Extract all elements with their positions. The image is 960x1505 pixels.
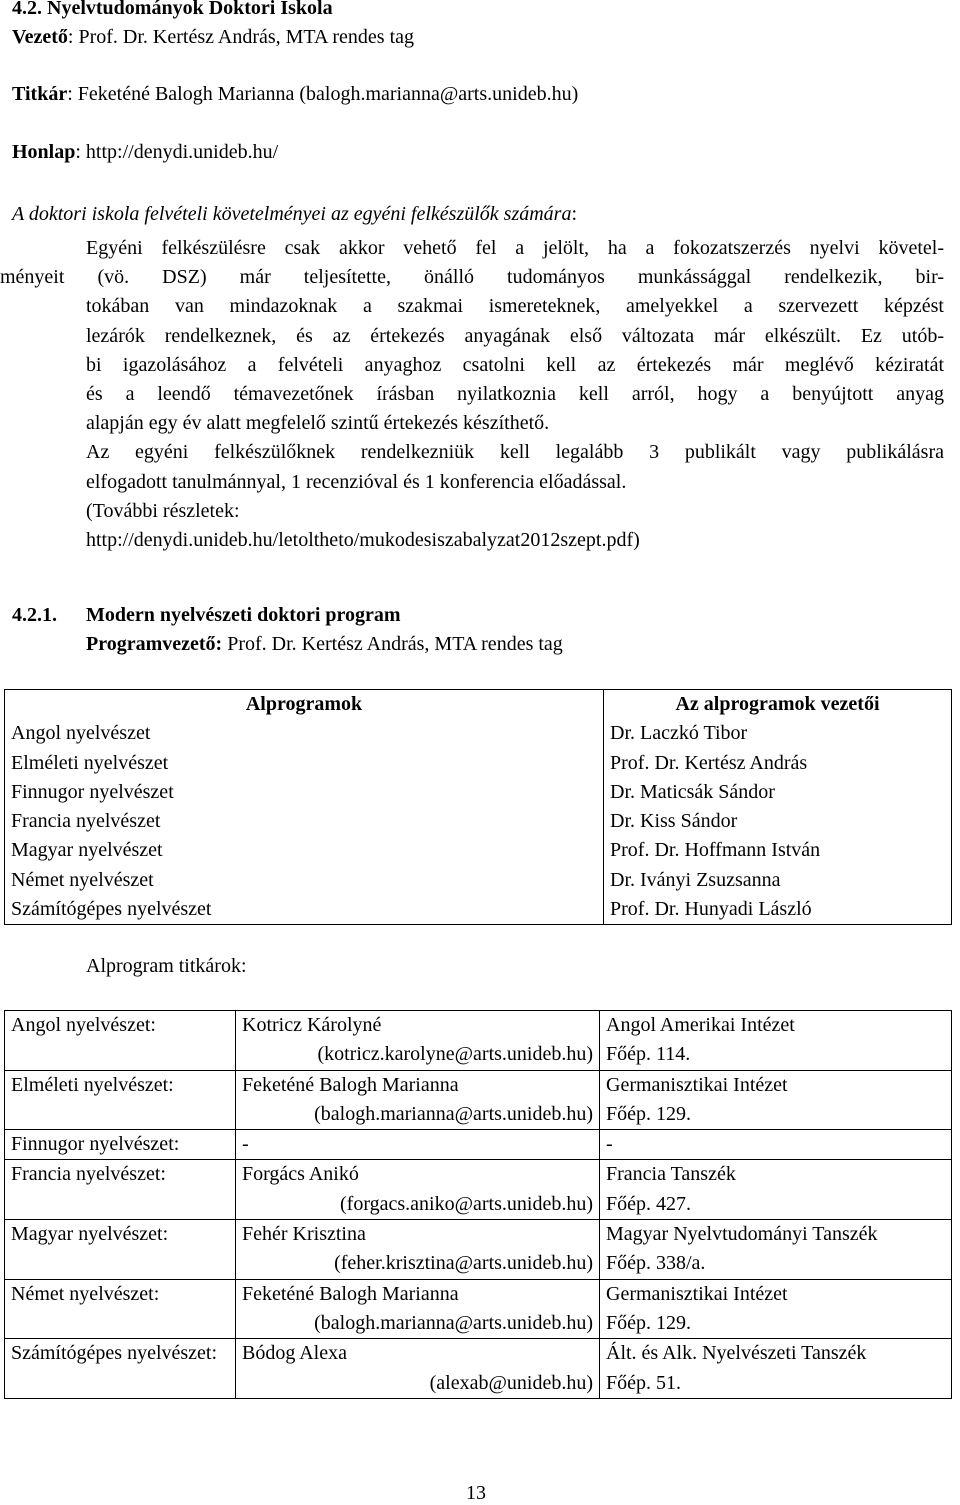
- requirements-heading-text: A doktori iskola felvételi követelményei az egyéni felkészülők számára: [12, 203, 572, 225]
- subprogram-leader: Dr. Laczkó Tibor: [610, 722, 748, 745]
- table-row: [5, 1130, 952, 1160]
- secretary-email: (balogh.marianna@arts.unideb.hu): [314, 1311, 593, 1334]
- subprogram-leader: Dr. Maticsák Sándor: [610, 780, 775, 803]
- unit-name: Germanisztikai Intézet: [606, 1282, 788, 1305]
- secretary-unit: [600, 1220, 952, 1280]
- requirements-link: http://denydi.unideb.hu/letoltheto/mukodesiszabalyzat2012szept.pdf): [86, 529, 640, 552]
- secretary-unit: [600, 1160, 952, 1220]
- secretary-unit: [600, 1279, 952, 1339]
- secretary-name: Fehér Krisztina: [242, 1223, 366, 1246]
- subprogram-name: Elméleti nyelvészet: [5, 749, 604, 778]
- table-row: [5, 1070, 952, 1130]
- secretary-name: Feketéné Balogh Marianna: [242, 1073, 459, 1096]
- requirements-heading-colon: :: [571, 203, 578, 225]
- requirements-line: tokában van mindazoknak a szakmai ismereteknek, amelyekkel a szervezett képzést: [86, 295, 944, 318]
- secretary-name: Feketéné Balogh Marianna: [242, 1282, 459, 1305]
- secretary-program: Elméleti nyelvészet:: [5, 1070, 236, 1130]
- secretary-program: Számítógépes nyelvészet:: [5, 1339, 236, 1399]
- secretary-contact: [236, 1220, 600, 1280]
- secretary-unit: [600, 1011, 952, 1071]
- secretary-name: -: [242, 1133, 249, 1156]
- unit-name: Angol Amerikai Intézet: [606, 1014, 795, 1036]
- secretary-label: Titkár: [12, 83, 68, 105]
- requirements-line: lezárók rendelkeznek, és az értekezés anyagának első változata már elkészült. Ez utób-: [86, 324, 944, 347]
- subprograms-table: [4, 689, 952, 925]
- requirements-body: [0, 234, 944, 555]
- subprogram-leader: Dr. Iványi Zsuzsanna: [610, 868, 781, 891]
- table-row: [5, 1279, 952, 1339]
- table-row: [5, 719, 952, 748]
- requirements-line: bi igazolásához a felvételi anyaghoz csatolni kell az értekezés már meglévő kéziratát: [86, 353, 944, 376]
- subprogram-name: Angol nyelvészet: [5, 719, 604, 748]
- homepage-line: [12, 141, 278, 164]
- table-row: [5, 1011, 952, 1071]
- secretaries-table: [4, 1010, 952, 1399]
- requirements-line: ményeit (vö. DSZ) már teljesítette, önálló tudományos munkássággal rendelkezik, bir-: [0, 266, 944, 289]
- secretary-email: (forgacs.aniko@arts.unideb.hu): [340, 1192, 593, 1215]
- unit-room: Főép. 338/a.: [606, 1252, 706, 1275]
- table-row: [5, 866, 952, 895]
- leaders-header: Az alprogramok vezetői: [675, 693, 880, 715]
- requirements-heading: [12, 203, 577, 226]
- unit-room: Főép. 114.: [606, 1043, 691, 1066]
- requirements-line: Egyéni felkészülésre csak akkor vehető fel a jelölt, ha a fokozatszerzés nyelvi követel-: [86, 237, 944, 259]
- secretary-contact: [236, 1160, 600, 1220]
- program-leader-line: [86, 633, 563, 656]
- secretary-email: (feher.krisztina@arts.unideb.hu): [334, 1252, 593, 1275]
- subprogram-name: Finnugor nyelvészet: [5, 778, 604, 807]
- requirements-line: és a leendő témavezetőnek írásban nyilatkoznia kell arról, hogy a benyújtott anyag: [86, 383, 944, 406]
- unit-name: Magyar Nyelvtudományi Tanszék: [606, 1223, 878, 1246]
- leader-line: [12, 26, 414, 49]
- secretary-unit: [600, 1070, 952, 1130]
- unit-room: Főép. 129.: [606, 1102, 691, 1125]
- homepage-value: : http://denydi.unideb.hu/: [75, 141, 279, 163]
- secretary-contact: [236, 1011, 600, 1071]
- secretary-contact: [236, 1279, 600, 1339]
- requirements-line: elfogadott tanulmánnyal, 1 recenzióval és 1 konferencia előadással.: [86, 470, 627, 493]
- leader-label: Vezető: [12, 26, 68, 48]
- secretary-email: (kotricz.karolyne@arts.unideb.hu): [317, 1043, 593, 1066]
- secretary-program: Angol nyelvészet:: [5, 1011, 236, 1071]
- unit-room: Főép. 129.: [606, 1311, 691, 1334]
- subprogram-name: Francia nyelvészet: [5, 807, 604, 836]
- table-row: [5, 749, 952, 778]
- secretary-name: Forgács Anikó: [242, 1163, 359, 1186]
- subprogram-leader: Prof. Dr. Kertész András: [610, 751, 808, 774]
- secretary-name: Bódog Alexa: [242, 1342, 347, 1365]
- table-row: [5, 1160, 952, 1220]
- table-row: [5, 1339, 952, 1399]
- subprogram-name: Német nyelvészet: [5, 866, 604, 895]
- secretary-program: Finnugor nyelvészet:: [5, 1130, 236, 1160]
- subprogram-leader: Dr. Kiss Sándor: [610, 810, 738, 833]
- unit-name: Francia Tanszék: [606, 1163, 736, 1186]
- subprogram-leader: Prof. Dr. Hunyadi László: [610, 898, 812, 921]
- page-number: 13: [466, 1482, 486, 1504]
- secretary-line: [12, 83, 578, 106]
- secretary-program: Francia nyelvészet:: [5, 1160, 236, 1220]
- table-row: [5, 778, 952, 807]
- table-row: [5, 895, 952, 925]
- secretary-contact: [236, 1070, 600, 1130]
- program-number: 4.2.1.: [12, 604, 57, 626]
- secretary-email: (alexab@unideb.hu): [429, 1371, 593, 1394]
- table-row: [5, 1220, 952, 1280]
- subprogram-leader: Prof. Dr. Hoffmann István: [610, 839, 821, 862]
- unit-name: -: [606, 1133, 613, 1156]
- program-title: Modern nyelvészeti doktori program: [86, 604, 401, 626]
- secretary-contact: [236, 1130, 600, 1160]
- program-leader-value: Prof. Dr. Kertész András, MTA rendes tag: [222, 633, 563, 655]
- requirements-line: Az egyéni felkészülőknek rendelkezniük kell legalább 3 publikált vagy publikálásra: [86, 441, 944, 464]
- subprograms-header: Alprogramok: [5, 690, 604, 720]
- requirements-line: (További részletek:: [86, 499, 240, 522]
- secretary-value: : Feketéné Balogh Marianna (balogh.marianna@arts.unideb.hu): [67, 83, 579, 105]
- unit-room: Főép. 51.: [606, 1371, 681, 1394]
- secretary-name: Kotricz Károlyné: [242, 1014, 382, 1036]
- table-header-row: [5, 690, 952, 720]
- program-leader-label: Programvezető:: [86, 633, 223, 655]
- table-row: [5, 836, 952, 865]
- subprogram-name: Számítógépes nyelvészet: [5, 895, 604, 925]
- requirements-line: alapján egy év alatt megfelelő szintű értekezés készíthető.: [86, 412, 550, 435]
- secretary-unit: [600, 1130, 952, 1160]
- secretary-email: (balogh.marianna@arts.unideb.hu): [314, 1102, 593, 1125]
- homepage-label: Honlap: [12, 141, 76, 163]
- unit-room: Főép. 427.: [606, 1192, 691, 1215]
- leader-value: : Prof. Dr. Kertész András, MTA rendes tag: [67, 26, 415, 48]
- unit-name: Germanisztikai Intézet: [606, 1073, 788, 1096]
- unit-name: Ált. és Alk. Nyelvészeti Tanszék: [606, 1342, 867, 1365]
- subprogram-name: Magyar nyelvészet: [5, 836, 604, 865]
- secretaries-label: Alprogram titkárok:: [86, 955, 247, 977]
- table-row: [5, 807, 952, 836]
- secretary-contact: [236, 1339, 600, 1399]
- secretary-program: Német nyelvészet:: [5, 1279, 236, 1339]
- section-title: 4.2. Nyelvtudományok Doktori Iskola: [12, 0, 333, 19]
- secretary-program: Magyar nyelvészet:: [5, 1220, 236, 1280]
- secretary-unit: [600, 1339, 952, 1399]
